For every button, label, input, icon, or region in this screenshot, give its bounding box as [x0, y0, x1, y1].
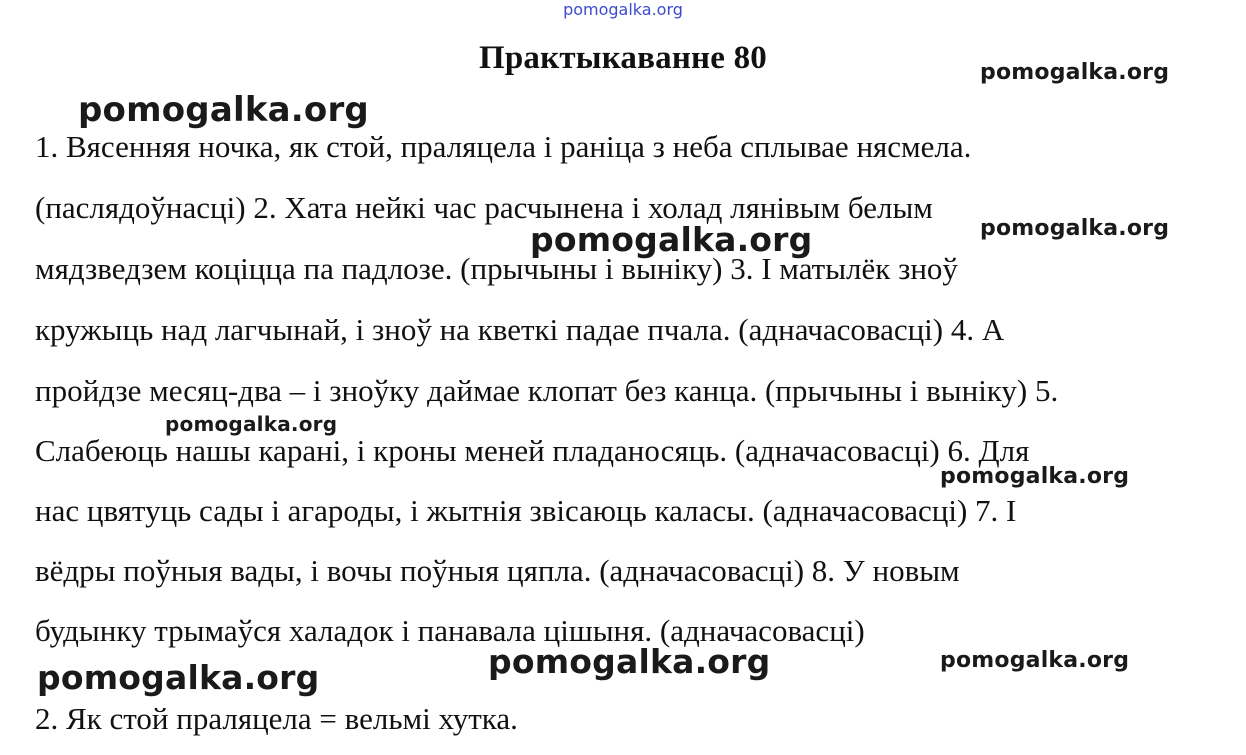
watermark: pomogalka.org: [488, 642, 771, 681]
page-title: Практыкаванне 80: [479, 40, 767, 76]
watermark: pomogalka.org: [530, 220, 813, 259]
watermark: pomogalka.org: [940, 464, 1130, 489]
text-line-1: 1. Вясенняя ночка, як стой, праляцела і раніца з неба сплывае нясмела.: [35, 129, 972, 164]
watermark: pomogalka.org: [78, 90, 369, 130]
watermark: pomogalka.org: [37, 658, 320, 697]
text-line-6: Слабеюць нашы карані, і кроны меней пладаносяць. (адначасовасці) 6. Для: [35, 433, 1030, 468]
text-line-10: 2. Як стой праляцела = вельмі хутка.: [35, 701, 518, 736]
watermark: pomogalka.org: [940, 648, 1130, 673]
text-line-9: будынку трымаўся халадок і панавала цішыня. (адначасовасці): [35, 613, 865, 648]
watermark: pomogalka.org: [980, 60, 1170, 85]
text-line-8: вёдры поўныя вады, і вочы поўныя цяпла. (адначасовасці) 8. У новым: [35, 553, 960, 588]
text-line-3: мядзведзем коціцца па падлозе. (прычыны і выніку) 3. І матылёк зноў: [35, 251, 958, 286]
watermark: pomogalka.org: [980, 216, 1170, 241]
top-watermark: pomogalka.org: [563, 0, 683, 19]
watermark: pomogalka.org: [165, 412, 338, 436]
text-line-2: (паслядоўнасці) 2. Хата нейкі час расчынена і холад лянівым белым: [35, 190, 933, 225]
text-line-4: кружыць над лагчынай, і зноў на кветкі падае пчала. (адначасовасці) 4. А: [35, 312, 1005, 347]
text-line-7: нас цвятуць сады і агароды, і жытнія звісаюць каласы. (адначасовасці) 7. І: [35, 493, 1017, 528]
text-line-5: пройдзе месяц-два – і зноўку даймае клопат без канца. (прычыны і выніку) 5.: [35, 373, 1059, 408]
